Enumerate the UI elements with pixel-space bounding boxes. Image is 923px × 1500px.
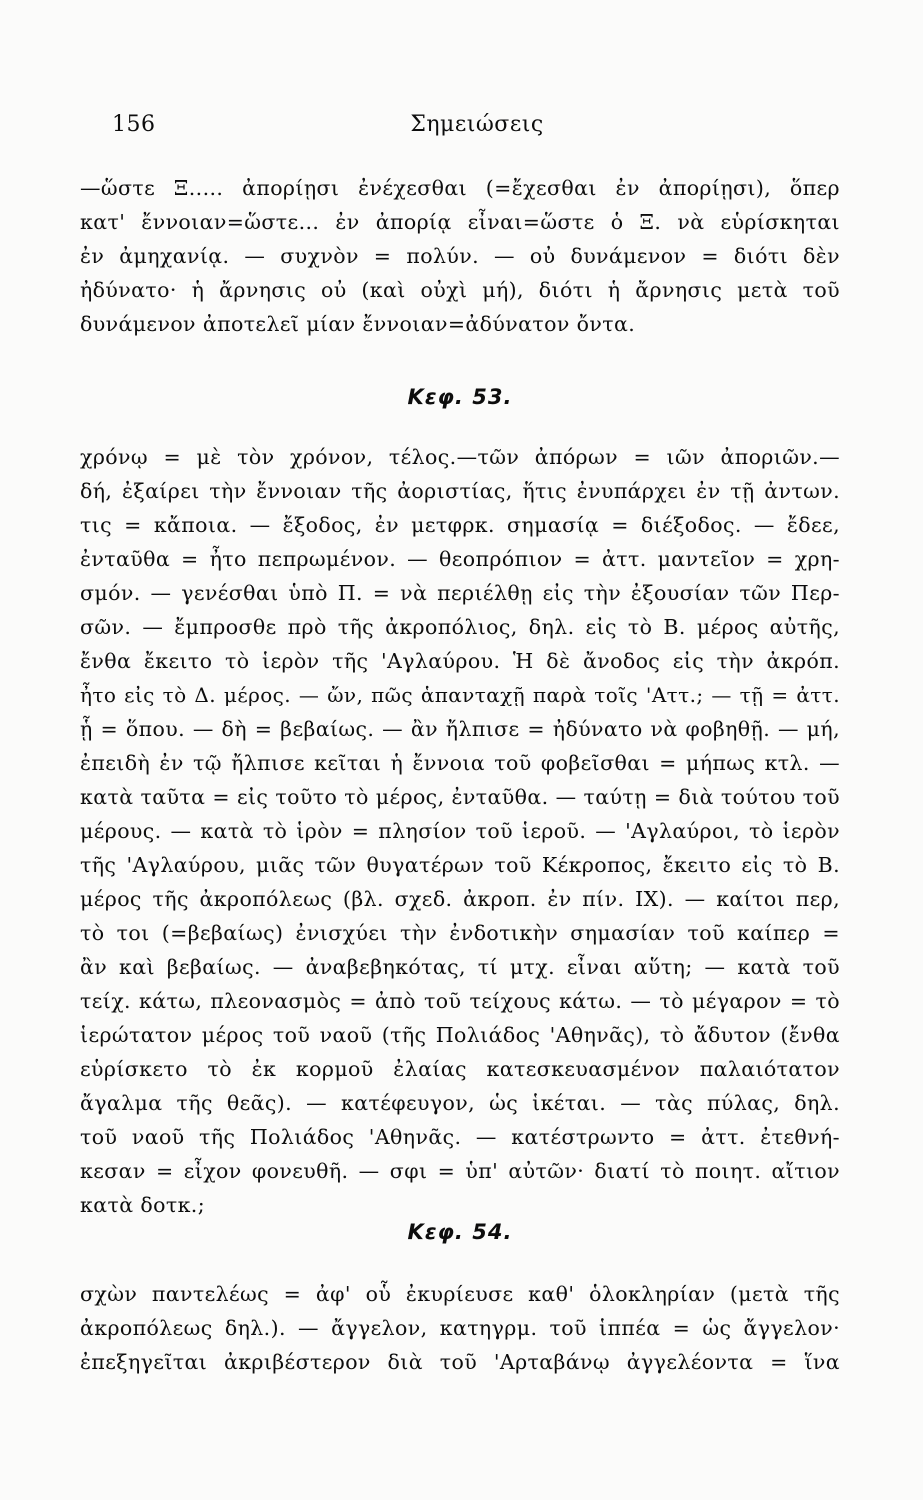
text-line: τις = κἄποια. — ἔξοδος, ἐν μετφρκ. σημασίᾳ = διέξοδος. — ἔδεε, — [80, 513, 840, 537]
page-header — [112, 112, 842, 152]
text-line: κατὰ δοτκ.; — [80, 1193, 206, 1217]
text-line: ἐνταῦθα = ἦτο πεπρωμένον. — θεοπρόπιον = ἀττ. μαντεῖον = χρη- — [80, 547, 840, 571]
text-line: σμόν. — γενέσθαι ὑπὸ Π. = νὰ περιέλθῃ εἰς τὴν ἐξουσίαν τῶν Περ- — [80, 581, 840, 605]
chapter-53-heading: Κεφ. 53. — [407, 385, 513, 409]
text-line: τὸ τοι (=βεβαίως) ἐνισχύει τὴν ἐνδοτικὴν σημασίαν τοῦ καίπερ = — [80, 921, 840, 945]
chapter-54-heading: Κεφ. 54. — [407, 1220, 513, 1244]
text-line: ἂν καὶ βεβαίως. — ἀναβεβηκότας, τί μτχ. εἶναι αὕτη; — κατὰ τοῦ — [80, 955, 840, 979]
text-line: ἄγαλμα τῆς θεᾶς). — κατέφευγον, ὡς ἱκέται. — τὰς πύλας, δηλ. — [80, 1091, 840, 1115]
text-line: κατὰ ταῦτα = εἰς τοῦτο τὸ μέρος, ἐνταῦθα. — ταύτῃ = διὰ τούτου τοῦ — [80, 785, 840, 809]
text-line: κεσαν = εἶχον φονευθῆ. — σφι = ὑπ' αὐτῶν· διατί τὸ ποιητ. αἴτιον — [80, 1159, 840, 1183]
text-line: σῶν. — ἔμπροσθε πρὸ τῆς ἀκροπόλιος, δηλ. εἰς τὸ Β. μέρος αὐτῆς, — [80, 615, 840, 639]
text-line: ἐπεξηγεῖται ἀκριβέστερον διὰ τοῦ 'Αρταβάνῳ ἀγγελέοντα = ἵνα — [80, 1350, 840, 1374]
text-line: δυνάμενον ἀποτελεῖ μίαν ἔννοιαν=ἀδύνατον ὄντα. — [80, 312, 636, 336]
text-line: κατ' ἔννοιαν=ὥστε... ἐν ἀπορίᾳ εἶναι=ὥστε ὁ Ξ. νὰ εὑρίσκηται — [80, 210, 840, 234]
text-line: ᾗ = ὅπου. — δὴ = βεβαίως. — ἂν ἤλπισε = ἠδύνατο νὰ φοβηθῇ. — μή, — [80, 717, 840, 741]
text-line: ἐν ἀμηχανίᾳ. — συχνὸν = πολύν. — οὐ δυνάμενον = διότι δὲν — [80, 244, 840, 268]
text-line: ἱερώτατον μέρος τοῦ ναοῦ (τῆς Πολιάδος 'Αθηνᾶς), τὸ ἄδυτον (ἔνθα — [80, 1023, 840, 1047]
text-line: σχὼν παντελέως = ἀφ' οὗ ἐκυρίευσε καθ' ὁλοκληρίαν (μετὰ τῆς — [80, 1282, 840, 1306]
text-line: τοῦ ναοῦ τῆς Πολιάδος 'Αθηνᾶς. — κατέστρωντο = ἀττ. ἐτεθνή- — [80, 1125, 840, 1149]
text-line: εὑρίσκετο τὸ ἐκ κορμοῦ ἐλαίας κατεσκευασμένον παλαιότατον — [80, 1057, 840, 1081]
text-line: —ὥστε Ξ..... ἀπορίῃσι ἐνέχεσθαι (=ἔχεσθαι ἐν ἀπορίῃσι), ὅπερ — [80, 176, 840, 200]
chapter-54-paragraph — [80, 1277, 840, 1379]
page-number: 156 — [112, 112, 156, 137]
text-line: ἐπειδὴ ἐν τῷ ἤλπισε κεῖται ἡ ἔννοια τοῦ φοβεῖσθαι = μήπως κτλ. — — [80, 751, 840, 775]
text-line: δή, ἐξαίρει τὴν ἔννοιαν τῆς ἀοριστίας, ἥτις ἐνυπάρχει ἐν τῇ ἀντων. — [80, 479, 840, 503]
text-line: ἦτο εἰς τὸ Δ. μέρος. — ὤν, πῶς ἁπανταχῇ παρὰ τοῖς 'Αττ.; — τῇ = ἀττ. — [80, 683, 840, 707]
chapter-53-paragraph — [80, 440, 840, 1222]
running-title: Σημειώσεις — [410, 112, 544, 137]
text-line: τῆς 'Αγλαύρου, μιᾶς τῶν θυγατέρων τοῦ Κέκροπος, ἔκειτο εἰς τὸ Β. — [80, 853, 840, 877]
text-line: μέρους. — κατὰ τὸ ἱρὸν = πλησίον τοῦ ἱεροῦ. — 'Αγλαύροι, τὸ ἱερὸν — [80, 819, 840, 843]
text-line: τείχ. κάτω, πλεονασμὸς = ἀπὸ τοῦ τείχους κάτω. — τὸ μέγαρον = τὸ — [80, 989, 840, 1013]
text-line: χρόνῳ = μὲ τὸν χρόνον, τέλος.—τῶν ἀπόρων = ιῶν ἀποριῶν.— — [80, 445, 840, 469]
text-line: ἠδύνατο· ἡ ἄρνησις οὐ (καὶ οὐχὶ μή), διότι ἡ ἄρνησις μετὰ τοῦ — [80, 278, 840, 302]
text-line: μέρος τῆς ἀκροπόλεως (βλ. σχεδ. ἀκροπ. ἐν πίν. IX). — καίτοι περ, — [80, 887, 840, 911]
text-line: ἀκροπόλεως δηλ.). — ἄγγελον, κατηγρμ. τοῦ ἱππέα = ὡς ἄγγελον· — [80, 1316, 840, 1340]
text-line: ἔνθα ἔκειτο τὸ ἱερὸν τῆς 'Αγλαύρου. Ἡ δὲ ἄνοδος εἰς τὴν ἀκρόπ. — [80, 649, 840, 673]
intro-paragraph — [80, 171, 840, 341]
